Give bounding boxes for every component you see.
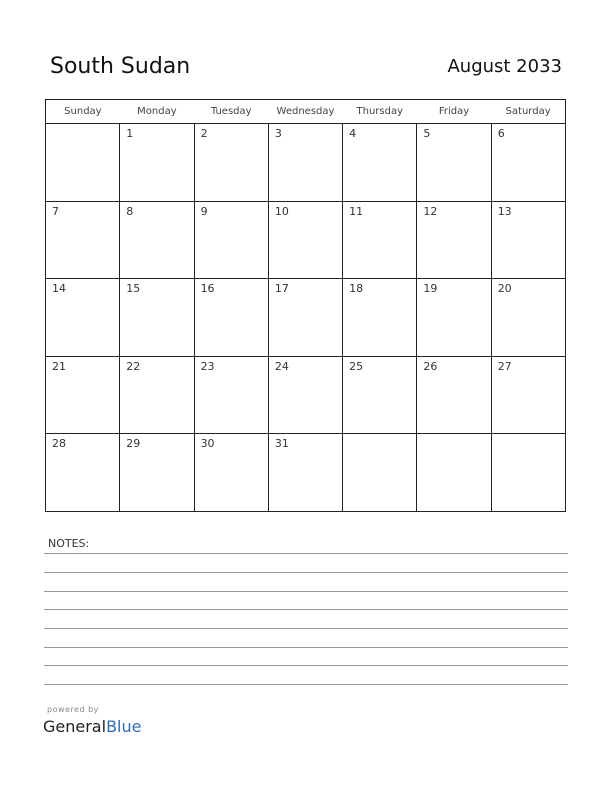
weekday-wednesday: Wednesday <box>268 100 342 124</box>
logo-blue-text: Blue <box>106 717 142 736</box>
day-cell <box>194 279 268 357</box>
day-number: 18 <box>349 282 364 296</box>
note-line <box>44 553 568 554</box>
weekday-header-row <box>46 100 566 124</box>
note-line <box>44 628 568 629</box>
day-number: 30 <box>200 437 215 451</box>
weekday-sunday: Sunday <box>46 100 120 124</box>
day-number: 7 <box>52 204 59 218</box>
week-row-3 <box>46 279 566 357</box>
day-cell <box>417 356 491 434</box>
day-number: 28 <box>52 437 66 451</box>
logo-general-text: General <box>43 717 107 736</box>
day-number: 12 <box>423 204 438 218</box>
day-number: 5 <box>423 127 431 140</box>
weekday-friday: Friday <box>417 100 491 124</box>
day-cell <box>491 279 565 357</box>
day-number: 19 <box>423 282 438 296</box>
day-number: 29 <box>126 437 141 451</box>
day-cell <box>194 356 268 434</box>
day-number: 23 <box>200 359 215 373</box>
month-year-title: August 2033 <box>447 56 562 77</box>
day-number: 26 <box>423 359 438 373</box>
notes-label: NOTES: <box>48 537 90 550</box>
day-number: 2 <box>200 127 208 140</box>
day-cell <box>343 201 417 279</box>
day-number: 24 <box>274 359 289 373</box>
day-number: 22 <box>126 359 141 373</box>
day-cell <box>194 434 268 512</box>
day-number: 25 <box>349 359 364 373</box>
day-number: 6 <box>497 127 505 140</box>
day-cell <box>46 434 120 512</box>
note-line <box>44 647 568 648</box>
day-number: 20 <box>497 282 512 296</box>
week-row-1 <box>46 124 566 202</box>
day-number: 16 <box>200 282 215 296</box>
weekday-thursday: Thursday <box>343 100 417 124</box>
week-row-5 <box>46 434 566 512</box>
day-cell <box>46 201 120 279</box>
country-title: South Sudan <box>50 54 191 79</box>
day-number: 27 <box>497 359 512 373</box>
day-number: 15 <box>126 282 141 296</box>
weekday-saturday: Saturday <box>491 100 565 124</box>
powered-by-text: powered by <box>47 705 99 714</box>
day-number: 4 <box>349 127 357 140</box>
day-number: 21 <box>52 359 66 373</box>
note-line <box>44 591 568 592</box>
calendar-header <box>50 54 562 84</box>
day-cell <box>417 434 491 512</box>
day-number: 11 <box>349 204 364 218</box>
day-cell <box>491 434 565 512</box>
day-number: 8 <box>126 204 134 218</box>
day-number: 3 <box>274 127 282 140</box>
day-cell <box>268 434 342 512</box>
week-row-2 <box>46 201 566 279</box>
day-number: 31 <box>274 437 289 451</box>
day-cell <box>120 434 194 512</box>
weekday-tuesday: Tuesday <box>194 100 268 124</box>
day-cell <box>268 201 342 279</box>
day-cell <box>120 201 194 279</box>
month-calendar-grid <box>45 99 566 512</box>
day-cell <box>491 356 565 434</box>
day-cell <box>417 201 491 279</box>
day-cell <box>46 124 120 202</box>
day-number: 1 <box>126 127 134 140</box>
day-cell <box>417 124 491 202</box>
weekday-monday: Monday <box>120 100 194 124</box>
note-line <box>44 665 568 666</box>
day-cell <box>268 279 342 357</box>
day-cell <box>268 356 342 434</box>
day-number: 10 <box>274 204 289 218</box>
day-number: 13 <box>497 204 512 218</box>
week-row-4 <box>46 356 566 434</box>
day-cell <box>343 356 417 434</box>
day-cell <box>268 124 342 202</box>
day-cell <box>343 434 417 512</box>
day-cell <box>194 201 268 279</box>
note-line <box>44 609 568 610</box>
day-cell <box>491 124 565 202</box>
day-cell <box>194 124 268 202</box>
day-number: 17 <box>274 282 289 296</box>
note-line <box>44 572 568 573</box>
day-cell <box>491 201 565 279</box>
day-cell <box>120 279 194 357</box>
day-cell <box>343 124 417 202</box>
day-number: 9 <box>200 204 208 218</box>
note-line <box>44 684 568 685</box>
generalblue-logo <box>43 717 141 736</box>
day-number: 14 <box>52 282 66 296</box>
day-cell <box>46 279 120 357</box>
day-cell <box>417 279 491 357</box>
day-cell <box>120 356 194 434</box>
day-cell <box>46 356 120 434</box>
day-cell <box>120 124 194 202</box>
day-cell <box>343 279 417 357</box>
